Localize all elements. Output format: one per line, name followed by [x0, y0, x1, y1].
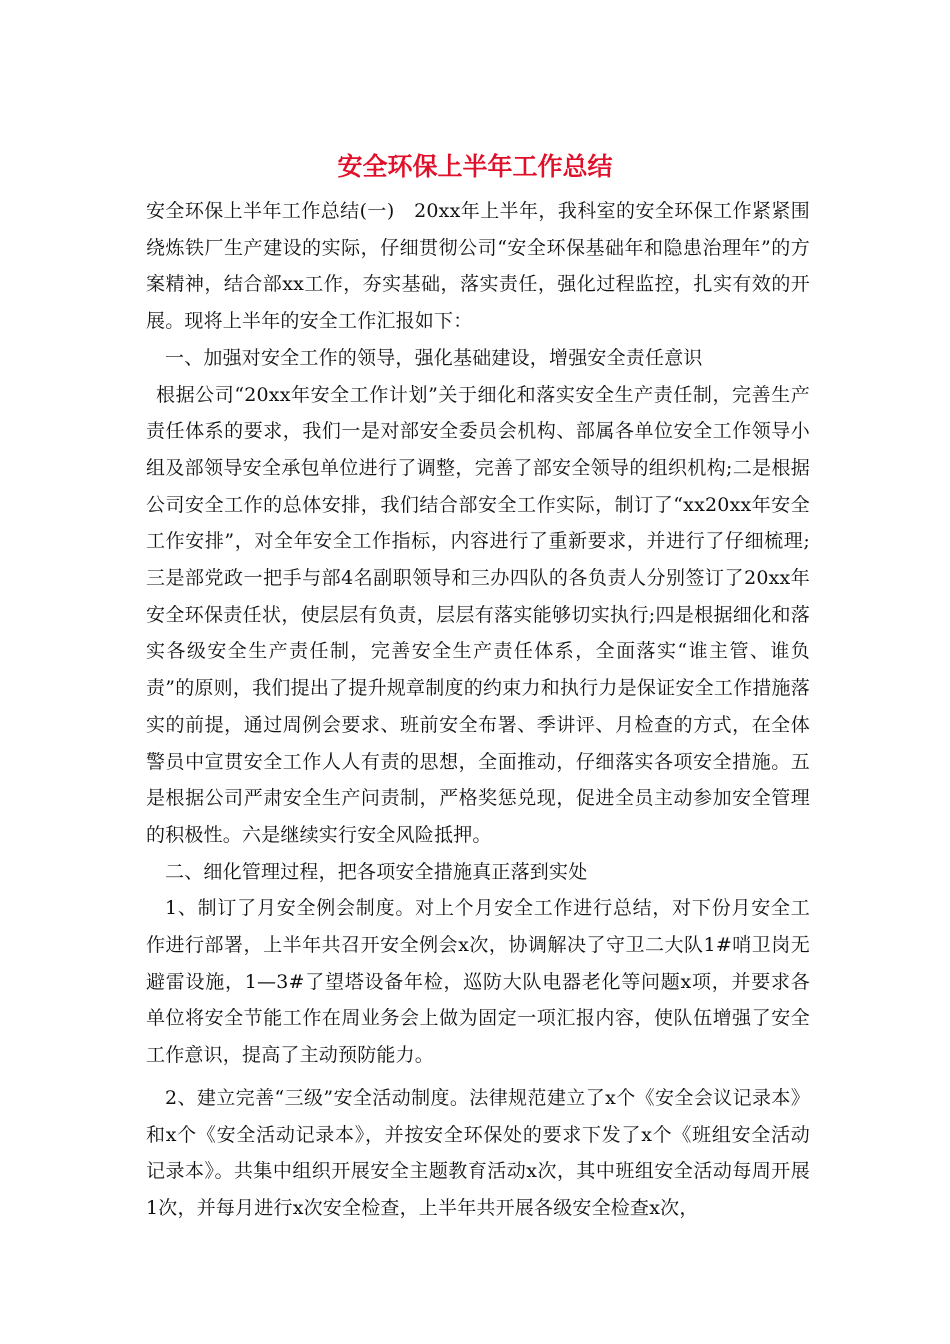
document-title: 安全环保上半年工作总结 — [337, 152, 613, 181]
section-heading-1: 一、加强对安全工作的领导，强化基础建设，增强安全责任意识 — [165, 346, 703, 369]
section-heading-2: 二、细化管理过程，把各项安全措施真正落到实处 — [165, 860, 588, 883]
paragraph-responsibility: 根据公司“20xx年安全工作计划”关于细化和落实安全生产责任制，完善生产责任体系的要求，我们一是对部安全委员会机构、部属各单位安全工作领导小组及部领导安全承包单位进行了调整，完善了部安全领导的组织机构;二是根据公司安全工作的总体安排，我们结合部安全工作实际，制订了“xx20xx年安全工作安排”，对全年安全工作指标，内容进行了重新要求，并进行了仔细梳理;三是部党政一把手与部4名副职领导和三办四队的各负责人分别签订了20xx年安全环保责任状，使层层有负责，层层有落实能够切实执行;四是根据细化和落实各级安全生产责任制，完善安全生产责任体系，全面落实“谁主管、谁负责”的原则，我们提出了提升规章制度的约束力和执行力是保证安全工作措施落实的前提，通过周例会要求、班前安全布署、季讲评、月检查的方式，在全体警员中宣贯安全工作人人有责的思想，全面推动，仔细落实各项安全措施。五是根据公司严肃安全生产问责制，严格奖惩兑现，促进全员主动参加安全管理的积极性。六是继续实行安全风险抵押。 — [146, 383, 810, 846]
paragraph-item-1: 1、制订了月安全例会制度。对上个月安全工作进行总结，对下份月安全工作进行部署，上半年共召开安全例会x次，协调解决了守卫二大队1#哨卫岗无避雷设施，1—3#了望塔设备年检，巡防大队电器老化等问题x项，并要求各单位将安全节能工作在周业务会上做为固定一项汇报内容，使队伍增强了安全工作意识，提高了主动预防能力。 — [146, 897, 810, 1067]
intro-paragraph: 安全环保上半年工作总结(一) 20xx年上半年，我科室的安全环保工作紧紧围绕炼铁厂生产建设的实际，仔细贯彻公司“安全环保基础年和隐患治理年”的方案精神，结合部xx工作，夯实基础，落实责任，强化过程监控，扎实有效的开展。现将上半年的安全工作汇报如下： — [146, 200, 810, 333]
paragraph-item-2: 2、建立完善“三级”安全活动制度。法律规范建立了x个《安全会议记录本》和x个《安全活动记录本》，并按安全环保处的要求下发了x个《班组安全活动记录本》。共集中组织开展安全主题教育活动x次，其中班组安全活动每周开展1次，并每月进行x次安全检查，上半年共开展各级安全检查x次， — [146, 1086, 810, 1219]
document-body — [146, 193, 810, 1227]
